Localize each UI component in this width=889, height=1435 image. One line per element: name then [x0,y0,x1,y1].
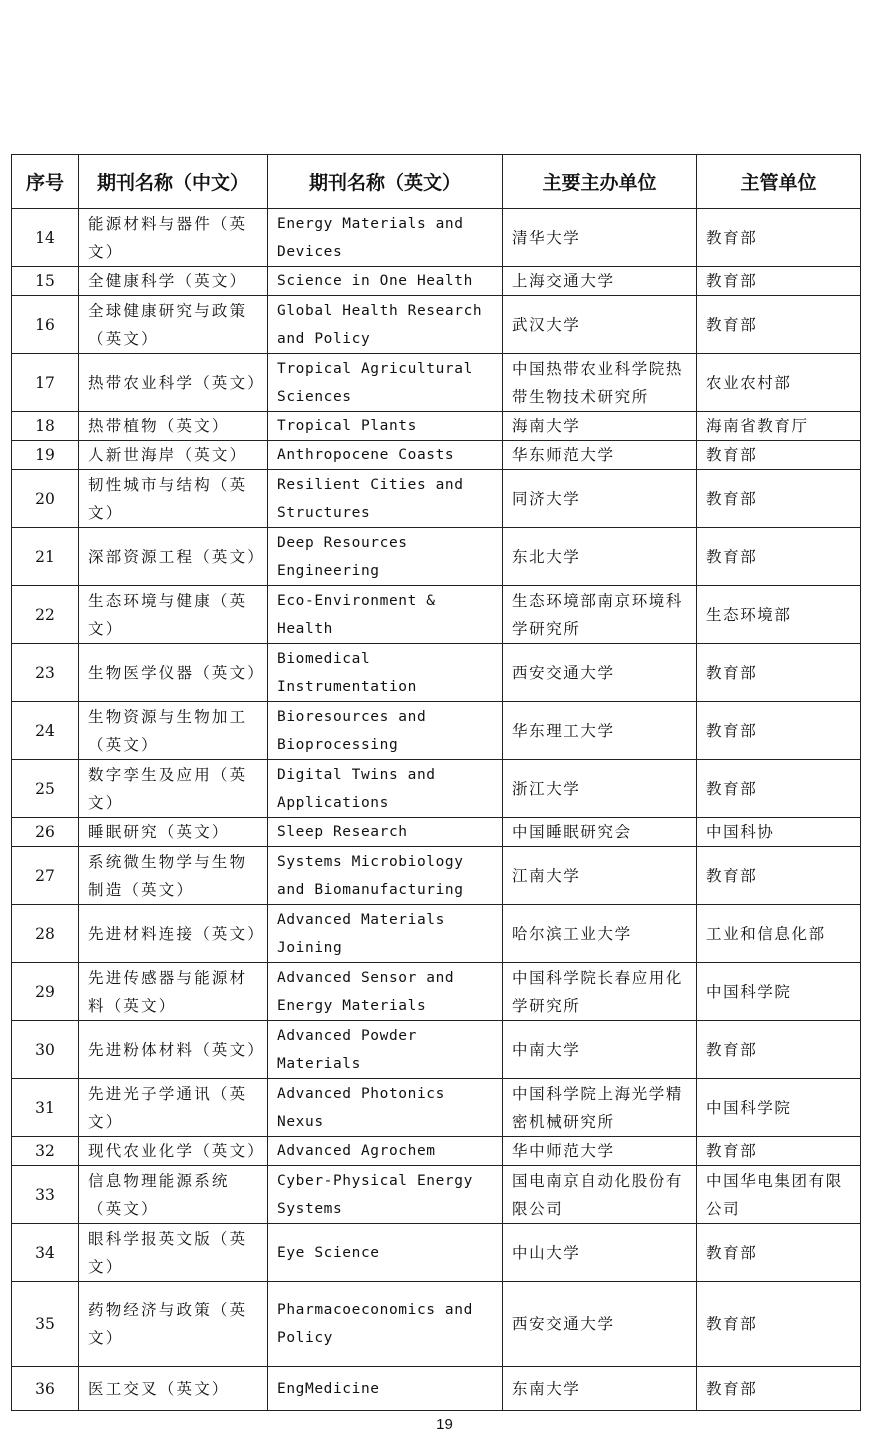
cell-main-host-organization: 上海交通大学 [503,267,697,296]
cell-journal-name-english: Digital Twins and Applications [268,760,503,818]
cell-supervising-organization: 教育部 [697,267,861,296]
cell-supervising-organization: 工业和信息化部 [697,905,861,963]
cell-main-host-organization: 武汉大学 [503,296,697,354]
cell-journal-name-chinese: 全健康科学（英文） [79,267,268,296]
cell-journal-name-english: Bioresources and Bioprocessing [268,702,503,760]
cell-main-host-organization: 海南大学 [503,412,697,441]
cell-supervising-organization: 中国科协 [697,818,861,847]
journal-table [11,154,861,1411]
cell-journal-name-english: Tropical Plants [268,412,503,441]
cell-supervising-organization: 教育部 [697,847,861,905]
cell-serial-number: 17 [12,354,79,412]
table-body [12,209,861,1411]
cell-journal-name-english: Tropical Agricultural Sciences [268,354,503,412]
header-journal-name-chinese: 期刊名称（中文） [79,155,268,209]
cell-main-host-organization: 西安交通大学 [503,1282,697,1367]
cell-supervising-organization: 教育部 [697,760,861,818]
cell-journal-name-chinese: 全球健康研究与政策（英文） [79,296,268,354]
cell-serial-number: 31 [12,1079,79,1137]
cell-main-host-organization: 中国科学院长春应用化学研究所 [503,963,697,1021]
cell-journal-name-english: Systems Microbiology and Biomanufacturing [268,847,503,905]
cell-supervising-organization: 农业农村部 [697,354,861,412]
cell-serial-number: 19 [12,441,79,470]
cell-journal-name-chinese: 热带植物（英文） [79,412,268,441]
cell-serial-number: 16 [12,296,79,354]
cell-supervising-organization: 教育部 [697,1367,861,1411]
table-row [12,586,861,644]
cell-serial-number: 35 [12,1282,79,1367]
table-row [12,296,861,354]
cell-serial-number: 33 [12,1166,79,1224]
cell-journal-name-chinese: 系统微生物学与生物制造（英文） [79,847,268,905]
table-row [12,963,861,1021]
cell-supervising-organization: 教育部 [697,441,861,470]
cell-serial-number: 14 [12,209,79,267]
cell-journal-name-english: Advanced Materials Joining [268,905,503,963]
table-row [12,209,861,267]
cell-journal-name-chinese: 深部资源工程（英文） [79,528,268,586]
cell-journal-name-chinese: 药物经济与政策（英文） [79,1282,268,1367]
header-main-host-organization: 主要主办单位 [503,155,697,209]
cell-main-host-organization: 华中师范大学 [503,1137,697,1166]
cell-supervising-organization: 教育部 [697,296,861,354]
cell-journal-name-english: Pharmacoeconomics and Policy [268,1282,503,1367]
table-row [12,644,861,702]
cell-journal-name-chinese: 眼科学报英文版（英文） [79,1224,268,1282]
cell-journal-name-english: Cyber-Physical Energy Systems [268,1166,503,1224]
cell-journal-name-english: Advanced Photonics Nexus [268,1079,503,1137]
cell-main-host-organization: 中国科学院上海光学精密机械研究所 [503,1079,697,1137]
cell-serial-number: 18 [12,412,79,441]
cell-supervising-organization: 教育部 [697,1224,861,1282]
cell-journal-name-chinese: 韧性城市与结构（英文） [79,470,268,528]
cell-main-host-organization: 华东理工大学 [503,702,697,760]
table-row [12,1282,861,1367]
table-row [12,1224,861,1282]
cell-journal-name-english: Biomedical Instrumentation [268,644,503,702]
cell-journal-name-chinese: 热带农业科学（英文） [79,354,268,412]
table-row [12,760,861,818]
table-row [12,354,861,412]
cell-main-host-organization: 中山大学 [503,1224,697,1282]
cell-main-host-organization: 清华大学 [503,209,697,267]
table-row [12,818,861,847]
table-row [12,441,861,470]
cell-journal-name-english: Advanced Sensor and Energy Materials [268,963,503,1021]
cell-serial-number: 34 [12,1224,79,1282]
cell-main-host-organization: 华东师范大学 [503,441,697,470]
cell-journal-name-english: EngMedicine [268,1367,503,1411]
cell-journal-name-english: Eye Science [268,1224,503,1282]
cell-supervising-organization: 教育部 [697,528,861,586]
table-row [12,267,861,296]
cell-supervising-organization: 教育部 [697,1137,861,1166]
table-row [12,1079,861,1137]
cell-journal-name-chinese: 医工交叉（英文） [79,1367,268,1411]
cell-journal-name-chinese: 先进粉体材料（英文） [79,1021,268,1079]
cell-journal-name-chinese: 先进光子学通讯（英文） [79,1079,268,1137]
cell-supervising-organization: 教育部 [697,209,861,267]
cell-journal-name-english: Eco-Environment & Health [268,586,503,644]
cell-serial-number: 20 [12,470,79,528]
cell-journal-name-chinese: 先进传感器与能源材料（英文） [79,963,268,1021]
cell-supervising-organization: 教育部 [697,702,861,760]
table-row [12,1137,861,1166]
cell-journal-name-chinese: 数字孪生及应用（英文） [79,760,268,818]
cell-journal-name-chinese: 信息物理能源系统（英文） [79,1166,268,1224]
table-row [12,847,861,905]
cell-main-host-organization: 东南大学 [503,1367,697,1411]
cell-journal-name-english: Advanced Powder Materials [268,1021,503,1079]
header-journal-name-english: 期刊名称（英文） [268,155,503,209]
cell-journal-name-chinese: 睡眠研究（英文） [79,818,268,847]
cell-supervising-organization: 海南省教育厅 [697,412,861,441]
cell-journal-name-english: Sleep Research [268,818,503,847]
cell-journal-name-english: Science in One Health [268,267,503,296]
cell-journal-name-chinese: 能源材料与器件（英文） [79,209,268,267]
table-row [12,412,861,441]
cell-main-host-organization: 同济大学 [503,470,697,528]
cell-journal-name-english: Advanced Agrochem [268,1137,503,1166]
cell-serial-number: 25 [12,760,79,818]
cell-main-host-organization: 中南大学 [503,1021,697,1079]
cell-journal-name-english: Deep Resources Engineering [268,528,503,586]
cell-main-host-organization: 中国热带农业科学院热带生物技术研究所 [503,354,697,412]
cell-serial-number: 26 [12,818,79,847]
cell-serial-number: 22 [12,586,79,644]
cell-serial-number: 28 [12,905,79,963]
cell-journal-name-english: Anthropocene Coasts [268,441,503,470]
cell-serial-number: 21 [12,528,79,586]
cell-serial-number: 24 [12,702,79,760]
cell-supervising-organization: 教育部 [697,1021,861,1079]
cell-journal-name-chinese: 生物医学仪器（英文） [79,644,268,702]
cell-serial-number: 36 [12,1367,79,1411]
cell-main-host-organization: 江南大学 [503,847,697,905]
cell-journal-name-chinese: 现代农业化学（英文） [79,1137,268,1166]
cell-supervising-organization: 教育部 [697,1282,861,1367]
cell-supervising-organization: 生态环境部 [697,586,861,644]
cell-main-host-organization: 生态环境部南京环境科学研究所 [503,586,697,644]
cell-main-host-organization: 中国睡眠研究会 [503,818,697,847]
table-row [12,1166,861,1224]
cell-journal-name-english: Resilient Cities and Structures [268,470,503,528]
cell-serial-number: 30 [12,1021,79,1079]
table-row [12,1367,861,1411]
header-serial-number: 序号 [12,155,79,209]
table-row [12,905,861,963]
table-row [12,528,861,586]
page-number: 19 [436,1416,453,1433]
cell-supervising-organization: 教育部 [697,644,861,702]
cell-supervising-organization: 中国华电集团有限公司 [697,1166,861,1224]
cell-main-host-organization: 国电南京自动化股份有限公司 [503,1166,697,1224]
cell-main-host-organization: 哈尔滨工业大学 [503,905,697,963]
cell-serial-number: 29 [12,963,79,1021]
cell-journal-name-chinese: 人新世海岸（英文） [79,441,268,470]
table-header-row [12,155,861,209]
cell-serial-number: 27 [12,847,79,905]
table-row [12,1021,861,1079]
cell-main-host-organization: 西安交通大学 [503,644,697,702]
cell-supervising-organization: 中国科学院 [697,963,861,1021]
cell-supervising-organization: 中国科学院 [697,1079,861,1137]
table-row [12,470,861,528]
cell-supervising-organization: 教育部 [697,470,861,528]
cell-main-host-organization: 东北大学 [503,528,697,586]
cell-journal-name-chinese: 先进材料连接（英文） [79,905,268,963]
table-row [12,702,861,760]
cell-serial-number: 15 [12,267,79,296]
cell-journal-name-chinese: 生态环境与健康（英文） [79,586,268,644]
cell-serial-number: 32 [12,1137,79,1166]
cell-main-host-organization: 浙江大学 [503,760,697,818]
header-supervising-organization: 主管单位 [697,155,861,209]
cell-journal-name-english: Global Health Research and Policy [268,296,503,354]
cell-serial-number: 23 [12,644,79,702]
cell-journal-name-chinese: 生物资源与生物加工（英文） [79,702,268,760]
cell-journal-name-english: Energy Materials and Devices [268,209,503,267]
